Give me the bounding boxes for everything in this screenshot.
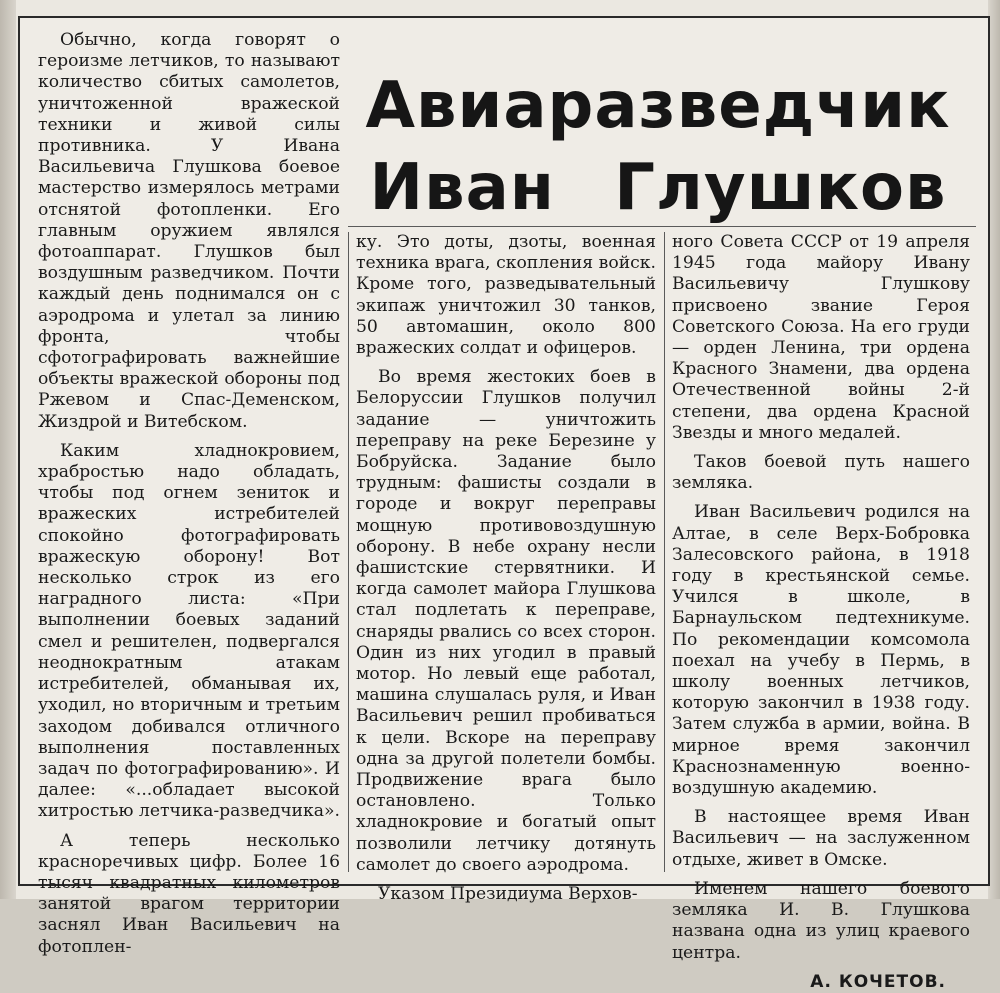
column-divider-2	[664, 232, 665, 872]
headline-line-2: Иван Глушков	[369, 150, 947, 225]
headline-divider	[348, 226, 976, 227]
paragraph: Указом Президиума Верхов-	[378, 884, 638, 905]
paragraph: ного Совета СССР от 19 апреля 1945 года майору Ивану Васильевичу Глушкову присвоено звание Героя Советского Союза. На его груди — орден Ленина, три ордена Красного Знамени, два ордена Отечественной войны 2-й степени, два ордена Красной Звезды и много медалей.	[672, 232, 970, 443]
paragraph: Иван Васильевич родился на Алтае, в селе Верх-Бобровка Залесовского района, в 1918 году в крестьянской семье. Учился в школе, в Барнаульском педтехникуме. По рекомендации комсомола поехал на учебу в Пермь, в школу военных летчиков, которую закончил в 1938 году. Затем служба в армии, война. В мирное время закончил Краснознаменную военно-воздушную академию.	[672, 502, 970, 799]
text-column-3	[672, 232, 970, 993]
paragraph: Во время жестоких боев в Белоруссии Глушков получил задание — уничтожить переправу на реке Березине у Бобруйска. Задание было трудным: фашисты создали в городе и вокруг переправы мощную противовоздушную оборону. В небе охрану несли фашистские стервятники. И когда самолет майора Глушкова стал подлетать к переправе, снаряды рвались со всех сторон. Один из них угодил в правый мотор. Но левый еще работал, машина слушалась руля, и Иван Васильевич решил пробиваться к цели. Вскоре на переправу одна за другой полетели бомбы. Продвижение врага было остановлено. Только хладнокровие и богатый опыт позволили летчику дотянуть самолет до своего аэродрома.	[356, 367, 656, 875]
headline-line-1: Авиаразведчик	[365, 68, 951, 143]
text-column-2	[356, 232, 656, 913]
paragraph: Именем нашего боевого земляка И. В. Глушкова названа одна из улиц краевого центра.	[672, 878, 970, 963]
paragraph: Таков боевой путь нашего земляка.	[672, 452, 970, 494]
author-signature: А. КОЧЕТОВ.	[810, 971, 946, 992]
scan-edge-left	[0, 0, 16, 899]
paragraph: Обычно, когда говорят о героизме летчиков, то называют количество сбитых самолетов, уничтоженной вражеской техники и живой силы противника. У Ивана Васильевича Глушкова боевое мастерство измерялось метрами отснятой фотопленки. Его главным оружием являлся фотоаппарат. Глушков был воздушным разведчиком. Почти каждый день поднимался он с аэродрома и улетал за линию фронта, чтобы сфотографировать важнейшие объекты вражеской обороны под Ржевом и Спас-Деменском, Жиздрой и Витебском.	[38, 30, 340, 432]
paragraph: ку. Это доты, дзоты, военная техника врага, скопления войск. Кроме того, разведывательный экипаж уничтожил 30 танков, 50 автомашин, около 800 вражеских солдат и офицеров.	[356, 232, 656, 359]
article-headline	[340, 65, 976, 229]
text-column-1	[38, 30, 340, 966]
paragraph: А теперь несколько красноречивых цифр. Более 16 тысяч квадратных километров занятой врагом территории заснял Иван Васильевич на фотоплен-	[38, 830, 340, 957]
paragraph: Каким хладнокровием, храбростью надо обладать, чтобы под огнем зениток и вражеских истребителей спокойно фотографировать вражескую оборону! Вот несколько строк из его наградного листа: «При выполнении боевых заданий смел и решителен, подвергался неоднократным атакам истребителей, обманывая их, уходил, но вторичным и третьим заходом добивался отличного выполнения поставленных задач по фотографированию». И далее: «...обладает высокой хитростью летчика-разведчика».	[38, 440, 340, 822]
column-divider-1	[348, 232, 349, 872]
paragraph: В настоящее время Иван Васильевич — на заслуженном отдыхе, живет в Омске.	[672, 807, 970, 870]
